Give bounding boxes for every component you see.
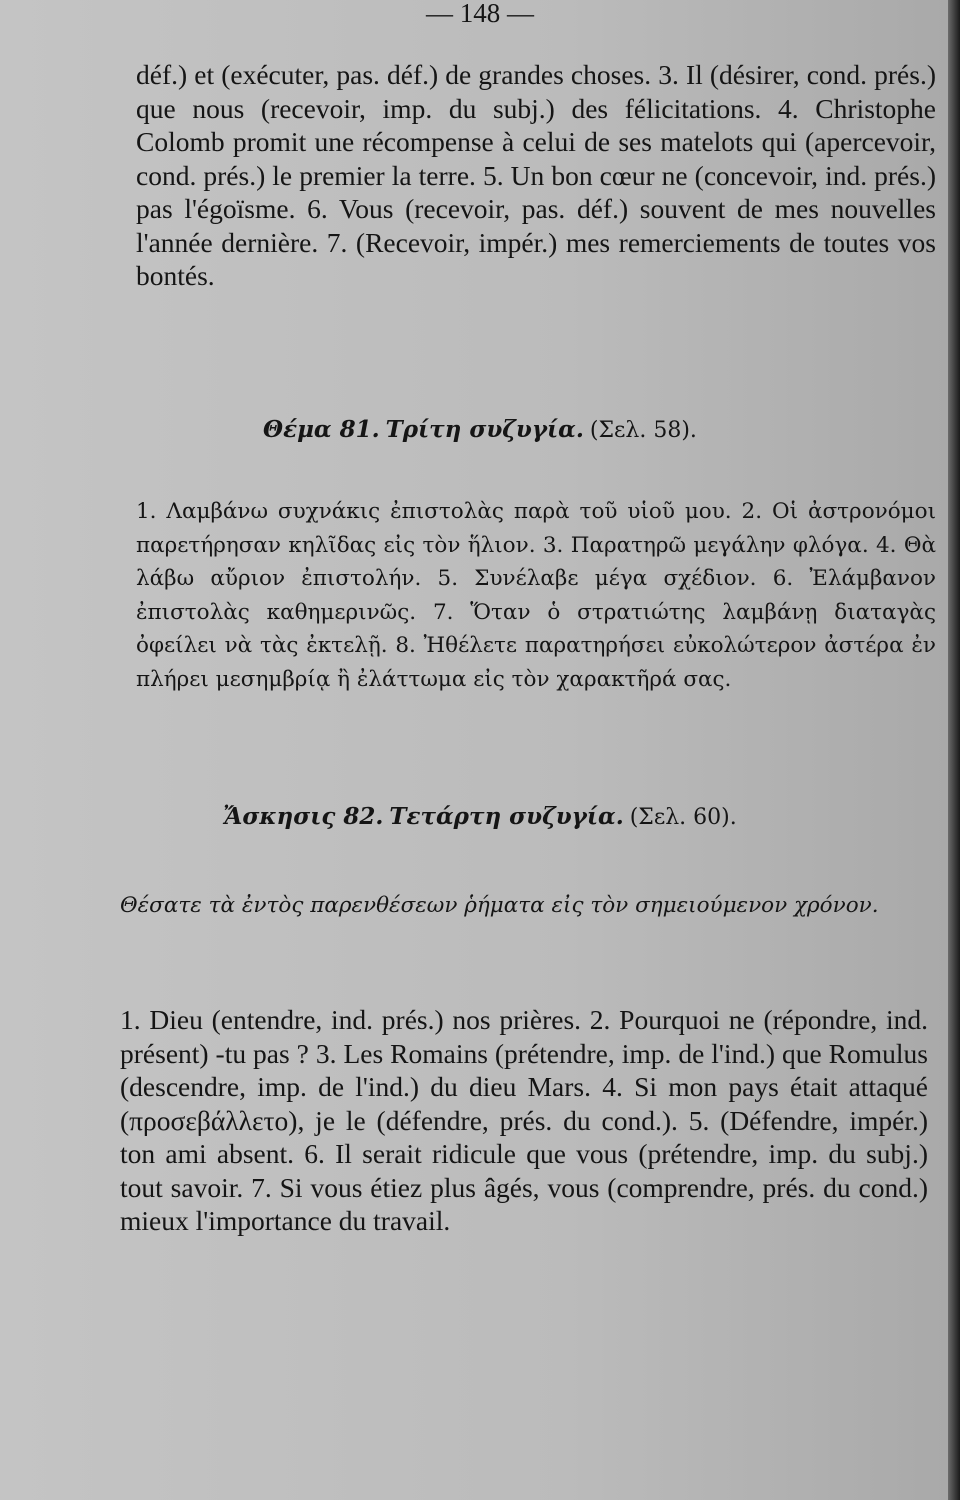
section-81-heading [0, 416, 948, 444]
section-81-reference: (Σελ. 58). [589, 418, 697, 443]
page-number: — 148 — [426, 0, 534, 28]
section-82-title: Ἄσκησις 82. [223, 803, 384, 830]
section-82-reference: (Σελ. 60). [629, 805, 737, 830]
section-82-instruction: Θέσατε τὰ ἐντὸς παρενθέσεων ῥήματα εἰς τὸν σημειούμενον χρόνον. [120, 893, 879, 918]
book-edge-shadow [948, 0, 960, 1500]
exercise-continuation-text: déf.) et (exécuter, pas. déf.) de grandes choses. 3. Il (désirer, cond. prés.) que nous (recevoir, imp. du subj.) des félicitations. 4. Christophe Colomb promit une récompense à celui de ses matelots qui (apercevoir, cond. prés.) le premier la terre. 5. Un bon cœur ne (concevoir, ind. prés.) pas l'égoïsme. 6. Vous (recevoir, pas. déf.) souvent de mes nouvelles l'année dernière. 7. (Recevoir, impér.) mes remerciements de toutes vos bontés. [136, 59, 936, 291]
section-81-subtitle: Τρίτη συζυγία. [385, 416, 584, 443]
section-81-title: Θέμα 81. [263, 416, 380, 443]
section-81-text: 1. Λαμβάνω συχνάκις ἐπιστολὰς παρὰ τοῦ υἱοῦ μου. 2. Οἱ ἀστρονόμοι παρετήρησαν κηλῖδας εἰς τὸν ἥλιον. 3. Παρατηρῶ μεγάλην φλόγα. 4. Θὰ λάβω αὔριον ἐπιστολήν. 5. Συνέλαβε μέγα σχέδιον. 6. Ἐλάμβανον ἐπιστολὰς καθημερινῶς. 7. Ὅταν ὁ στρατιώτης λαμβάνῃ διαταγὰς ὀφείλει νὰ τὰς ἐκτελῇ. 8. Ἠθέλετε παρατηρήσει εὐκολώτερον ἀστέρα ἐν πλήρει μεσημβρίᾳ ἢ ἐλάττωμα εἰς τὸν χαρακτῆρά σας. [136, 499, 936, 692]
section-82-text: 1. Dieu (entendre, ind. prés.) nos prières. 2. Pourquoi ne (répondre, ind. présent) -tu pas ? 3. Les Romains (prétendre, imp. de l'ind.) que Romulus (descendre, imp. de l'ind.) du dieu Mars. 4. Si mon pays était attaqué (προσεβάλλετο), je le (défendre, prés. du cond.). 5. (Défendre, impér.) ton ami absent. 6. Il serait ridicule que vous (prétendre, imp. du subj.) tout savoir. 7. Si vous étiez plus âgés, vous (comprendre, prés. du cond.) mieux l'importance du travail. [120, 1004, 928, 1236]
section-82-heading [0, 803, 948, 831]
section-82-subtitle: Τετάρτη συζυγία. [389, 803, 624, 830]
